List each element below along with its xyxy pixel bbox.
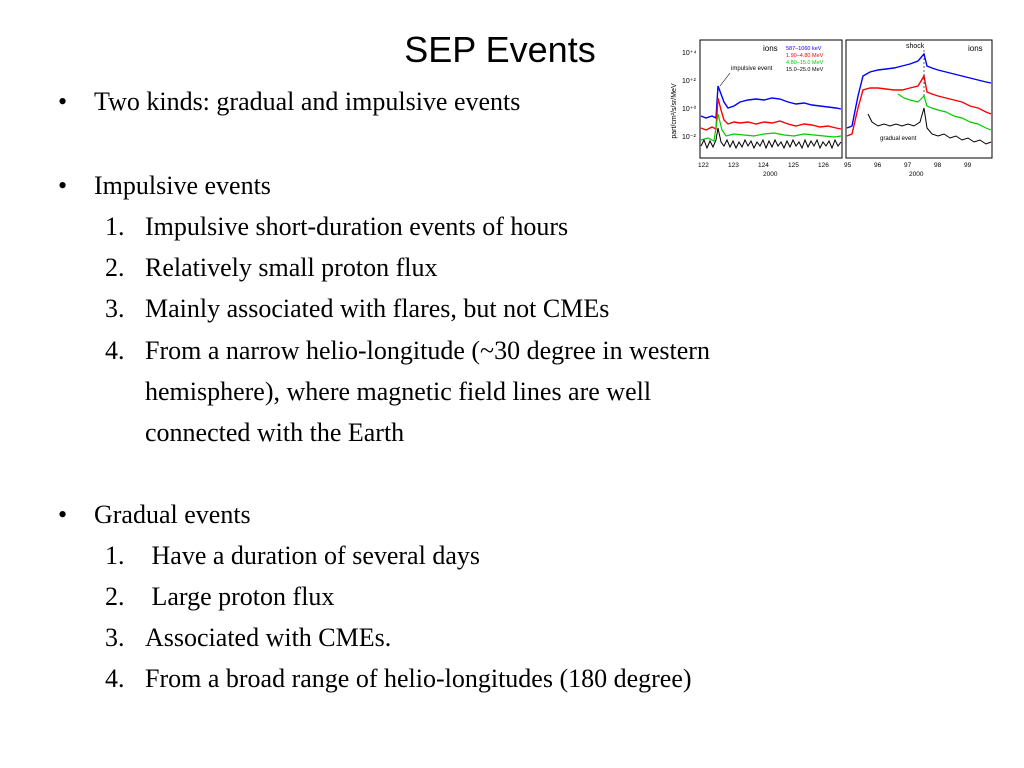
legend	[786, 46, 824, 73]
x-tick-label: 124	[758, 162, 769, 169]
x-tick-label: 95	[844, 162, 852, 169]
item-text: Associated with CMEs.	[145, 623, 392, 652]
x-tick-label: 122	[698, 162, 709, 169]
item-number: 3.	[105, 623, 125, 652]
bullet-text: Two kinds: gradual and impulsive events	[94, 87, 521, 116]
bullet-dot: •	[58, 500, 68, 529]
x-axis-year: 2000	[763, 171, 778, 178]
right-panel-frame	[846, 40, 992, 158]
item-number: 1.	[105, 212, 125, 241]
x-axis-year: 2000	[909, 171, 924, 178]
impulsive-event-annotation: impulsive event	[731, 66, 773, 72]
impulsive-item-4-line-3: connected with the Earth	[145, 418, 405, 447]
sep-flux-figure	[668, 36, 998, 182]
item-text: Relatively small proton flux	[145, 253, 438, 282]
x-tick-label: 99	[964, 162, 972, 169]
item-number: 4.	[105, 336, 125, 365]
y-tick-label: 10⁺⁰	[682, 106, 697, 113]
item-text: Large proton flux	[145, 582, 335, 611]
y-tick-label: 10⁺⁴	[682, 50, 697, 57]
right-panel-ions-label: ions	[968, 44, 983, 53]
legend-entry: 587–1060 keV	[786, 46, 822, 52]
item-text: Have a duration of several days	[145, 541, 480, 570]
flux-plot-svg	[668, 36, 998, 182]
item-text: From a broad range of helio-longitudes (180 degree)	[145, 664, 692, 693]
left-x-ticks	[698, 162, 829, 178]
item-text: From a narrow helio-longitude (~30 degree in western	[145, 336, 710, 365]
shock-label: shock	[906, 43, 925, 50]
slide-title: SEP Events	[404, 29, 596, 70]
y-tick-label: 10⁺²	[682, 78, 696, 85]
x-tick-label: 98	[934, 162, 942, 169]
item-text: Impulsive short-duration events of hours	[145, 212, 569, 241]
x-tick-label: 125	[788, 162, 799, 169]
bullet-text: Gradual events	[94, 500, 251, 529]
item-number: 1.	[105, 541, 125, 570]
x-tick-label: 97	[904, 162, 912, 169]
left-panel-ions-label: ions	[763, 44, 778, 53]
y-tick-label: 10⁻²	[682, 134, 696, 141]
item-number: 2.	[105, 253, 125, 282]
bullet-dot: •	[58, 87, 68, 116]
bullet-dot: •	[58, 171, 68, 200]
impulsive-item-4-line-2: hemisphere), where magnetic field lines are well	[145, 377, 652, 406]
legend-entry: 15.0–25.0 MeV	[786, 67, 824, 73]
gradual-event-annotation: gradual event	[880, 136, 917, 142]
right-x-ticks	[844, 162, 972, 178]
item-number: 4.	[105, 664, 125, 693]
legend-entry: 4.80–15.0 MeV	[786, 60, 824, 66]
item-number: 2.	[105, 582, 125, 611]
item-text: Mainly associated with flares, but not CMEs	[145, 294, 610, 323]
y-axis-label: part/cm²/s/sr/MeV	[671, 83, 678, 139]
x-tick-label: 126	[818, 162, 829, 169]
bullet-text: Impulsive events	[94, 171, 271, 200]
x-tick-label: 123	[728, 162, 739, 169]
item-number: 3.	[105, 294, 125, 323]
legend-entry: 1.90–4.80 MeV	[786, 53, 824, 59]
x-tick-label: 96	[874, 162, 882, 169]
